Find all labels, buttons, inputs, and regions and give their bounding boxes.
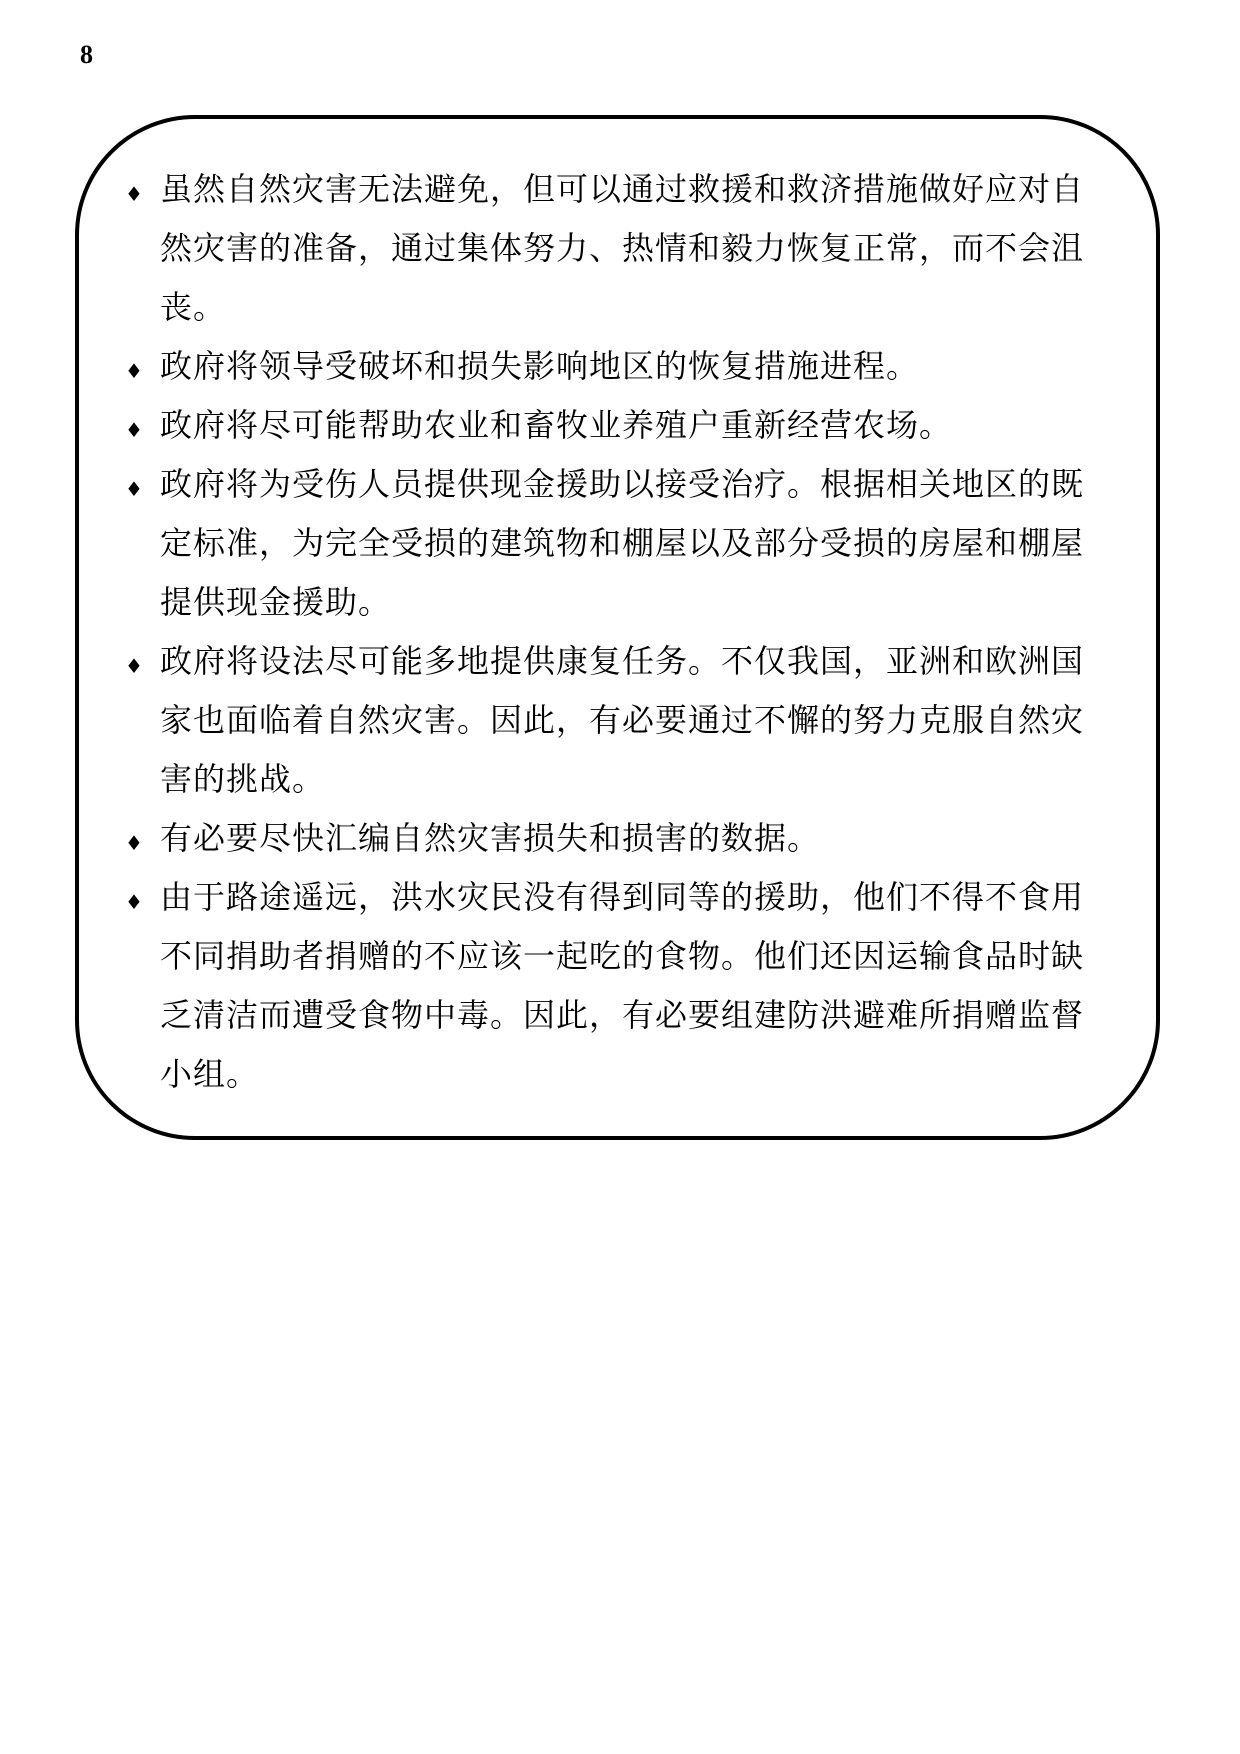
- list-item: [125, 632, 1115, 809]
- list-item: [125, 868, 1115, 1104]
- page-number: 8: [80, 40, 93, 69]
- list-item: [125, 396, 1115, 455]
- list-item-text: 政府将尽可能帮助农业和畜牧业养殖户重新经营农场。: [160, 406, 953, 444]
- diamond-bullet-icon: ♦: [125, 654, 144, 678]
- list-item: [125, 809, 1115, 868]
- diamond-bullet-icon: ♦: [125, 182, 144, 206]
- list-item-text: 政府将设法尽可能多地提供康复任务。不仅我国，亚洲和欧洲国家也面临着自然灾害。因此，有必要通过不懈的努力克服自然灾害的挑战。: [160, 642, 1085, 798]
- list-item: [125, 160, 1115, 337]
- list-item-text: 政府将为受伤人员提供现金援助以接受治疗。根据相关地区的既定标准，为完全受损的建筑物和棚屋以及部分受损的房屋和棚屋提供现金援助。: [160, 465, 1085, 621]
- list-item: [125, 455, 1115, 632]
- list-item-text: 由于路途遥远，洪水灾民没有得到同等的援助，他们不得不食用不同捐助者捐赠的不应该一起吃的食物。他们还因运输食品时缺乏清洁而遭受食物中毒。因此，有必要组建防洪避难所捐赠监督小组。: [160, 878, 1085, 1093]
- list-item-text: 政府将领导受破坏和损失影响地区的恢复措施进程。: [160, 347, 920, 385]
- list-item-text: 有必要尽快汇编自然灾害损失和损害的数据。: [160, 819, 821, 857]
- list-item: [125, 337, 1115, 396]
- diamond-bullet-icon: ♦: [125, 890, 144, 914]
- diamond-bullet-icon: ♦: [125, 418, 144, 442]
- diamond-bullet-icon: ♦: [125, 359, 144, 383]
- bullet-list: [125, 160, 1115, 1104]
- list-item-text: 虽然自然灾害无法避免，但可以通过救援和救济措施做好应对自然灾害的准备，通过集体努力、热情和毅力恢复正常，而不会沮丧。: [160, 170, 1085, 326]
- diamond-bullet-icon: ♦: [125, 477, 144, 501]
- diamond-bullet-icon: ♦: [125, 831, 144, 855]
